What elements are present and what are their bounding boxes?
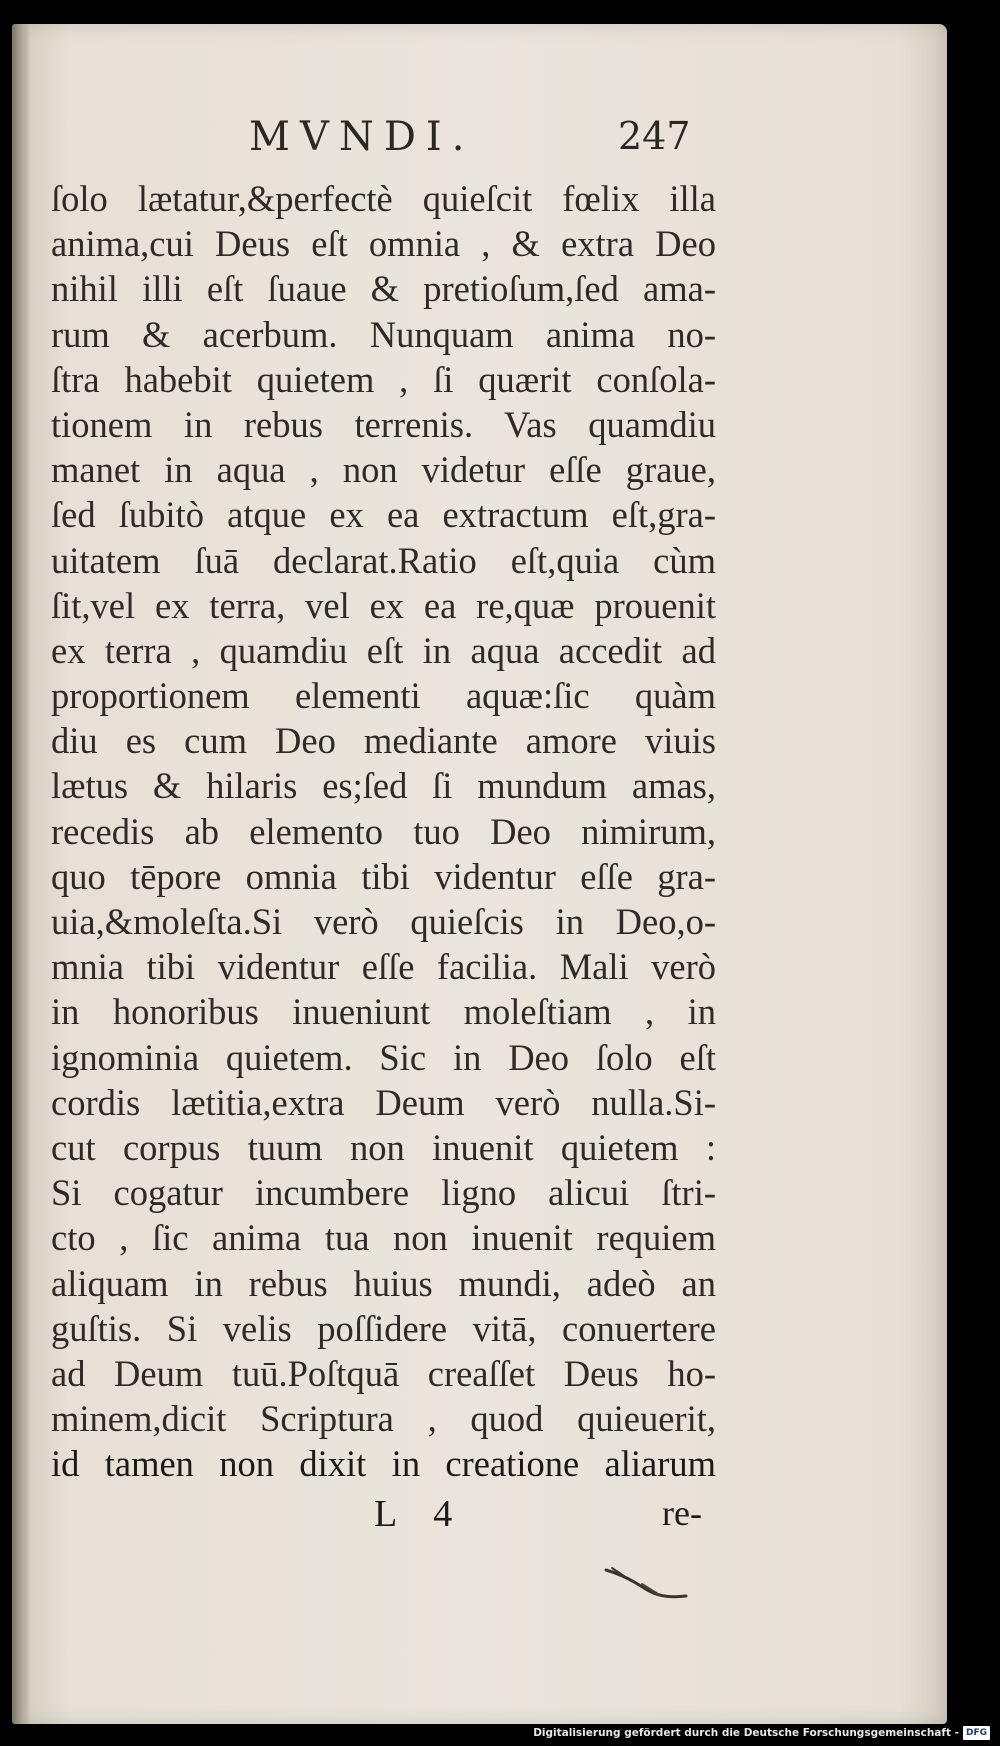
credit-text: Digitalisierung gefördert durch die Deutsche Forschungsgemeinschaft - xyxy=(533,1727,959,1739)
text-line: ſtra habebit quietem , ſi quærit conſola- xyxy=(51,358,716,400)
text-line: nihil illi eſt ſuaue & pretioſum,ſed ama- xyxy=(51,268,716,310)
text-line: rum & acerbum. Nunquam anima no- xyxy=(51,313,716,355)
text-line: guſtis. Si velis poſſidere vitā, conuertere xyxy=(51,1307,716,1349)
text-line: mnia tibi videntur eſſe facilia. Mali verò xyxy=(51,946,716,988)
text-line: diu es cum Deo mediante amore viuis xyxy=(51,720,716,762)
text-line: cut corpus tuum non inuenit quietem : xyxy=(51,1126,716,1168)
digitization-credit xyxy=(533,1724,990,1742)
text-line: cto , ſic anima tua non inuenit requiem xyxy=(51,1217,716,1259)
text-line: minem,dicit Scriptura , quod quieuerit, xyxy=(51,1398,716,1440)
text-line: manet in aqua , non videtur eſſe graue, xyxy=(51,449,716,491)
text-line: uia,&moleſta.Si verò quieſcis in Deo,o- xyxy=(51,901,716,942)
ink-smudge-icon xyxy=(602,1564,692,1604)
dfg-logo-icon: DFG xyxy=(963,1726,990,1740)
text-line: ex terra , quamdiu eſt in aqua accedit ad xyxy=(51,629,716,671)
book-page xyxy=(12,24,947,1724)
text-line: id tamen non dixit in creatione aliarum xyxy=(51,1443,716,1485)
text-line: anima,cui Deus eſt omnia , & extra Deo xyxy=(51,223,716,265)
text-line: ſed ſubitò atque ex ea extractum eſt,gra- xyxy=(51,494,716,536)
text-line: cordis lætitia,extra Deum verò nulla.Si- xyxy=(51,1081,716,1123)
text-line: uitatem ſuā declarat.Ratio eſt,quia cùm xyxy=(51,539,716,581)
text-line: aliquam in rebus huius mundi, adeò an xyxy=(51,1262,716,1304)
text-line: ignominia quietem. Sic in Deo ſolo eſt xyxy=(51,1036,716,1078)
text-line: recedis ab elemento tuo Deo nimirum, xyxy=(51,810,716,852)
running-head xyxy=(52,114,712,174)
text-block xyxy=(51,176,716,1486)
text-line: lætus & hilaris es;ſed ſi mundum amas, xyxy=(51,765,716,807)
text-line: ſit,vel ex terra, vel ex ea re,quæ prouenit xyxy=(51,584,716,626)
text-line: ad Deum tuū.Poſtquā creaſſet Deus ho- xyxy=(51,1352,716,1394)
catchword: re- xyxy=(662,1493,702,1533)
text-line: proportionem elementi aquæ:ſic quàm xyxy=(51,675,716,717)
text-line: tionem in rebus terrenis. Vas quamdiu xyxy=(51,403,716,445)
signature-mark: L 4 xyxy=(374,1493,467,1535)
text-line: in honoribus inueniunt moleſtiam , in xyxy=(51,991,716,1033)
running-title: MVNDI. xyxy=(249,114,475,160)
text-line: quo tēpore omnia tibi videntur eſſe gra- xyxy=(51,855,716,897)
text-line: ſolo lætatur,&perfectè quieſcit fœlix illa xyxy=(51,178,716,219)
text-line: Si cogatur incumbere ligno alicui ſtri- xyxy=(51,1172,716,1214)
binding-edge xyxy=(12,24,30,1724)
page-number: 247 xyxy=(618,114,691,158)
